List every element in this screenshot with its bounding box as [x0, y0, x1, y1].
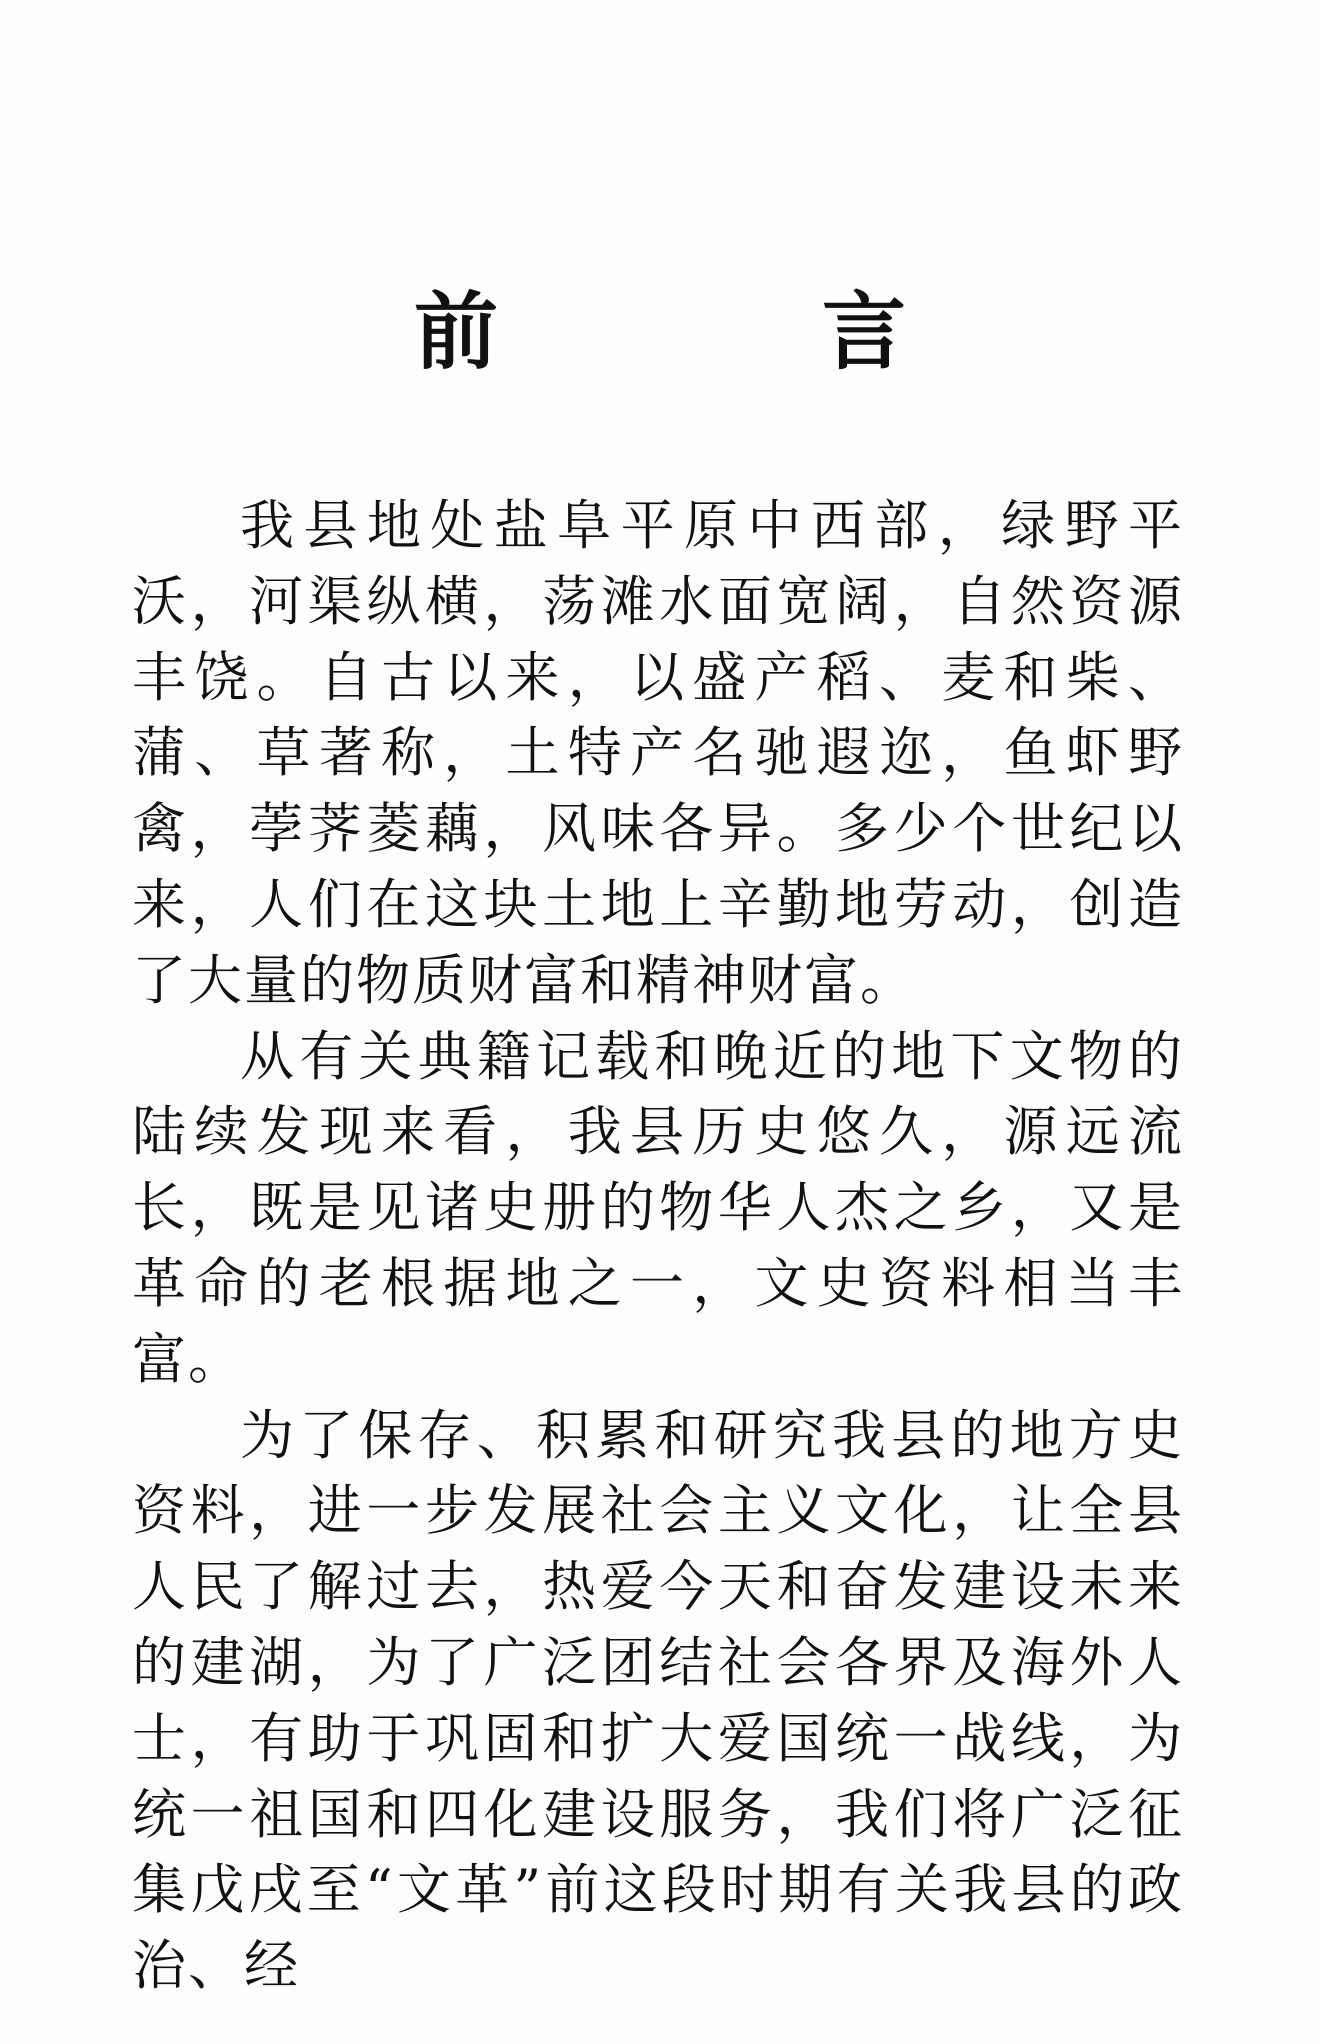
paragraph-1: 我县地处盐阜平原中西部，绿野平沃，河渠纵横，荡滩水面宽阔，自然资源丰饶。自古以来，以盛产稻、麦和柴、蒲、草著称，土特产名驰遐迩，鱼虾野禽，荸荠菱藕，风味各异。多少个世纪以来，人们在这块土地上辛勤地劳动，创造了大量的物质财富和精神财富。 — [132, 494, 1184, 1012]
paragraph-2: 从有关典籍记载和晚近的地下文物的陆续发现来看，我县历史悠久，源远流长，既是见诸史册的物华人杰之乡，又是革命的老根据地之一，文史资料相当丰富。 — [132, 1024, 1184, 1391]
page-title: 前 言 — [413, 282, 1026, 381]
preface-body — [132, 488, 1184, 2004]
paragraph-3: 为了保存、积累和研究我县的地方史资料，进一步发展社会主义文化，让全县人民了解过去，热爱今天和奋发建设未来的建湖，为了广泛团结社会各界及海外人士，有助于巩固和扩大爱国统一战线，为统一祖国和四化建设服务，我们将广泛征集戊戌至“文革”前这段时期有关我县的政治、经 — [132, 1403, 1184, 1998]
